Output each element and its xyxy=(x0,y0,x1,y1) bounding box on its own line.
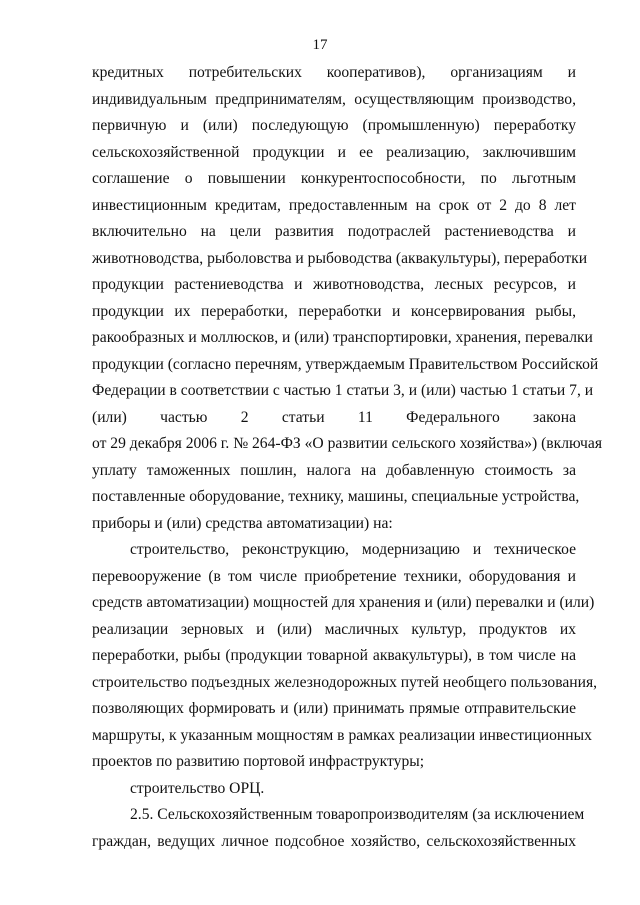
text-line: включительно на цели развития подотраслей растениеводства и xyxy=(92,223,576,240)
text-line: уплату таможенных пошлин, налога на добавленную стоимость за xyxy=(92,461,576,479)
text-line: продукции растениеводства и животноводства, лесных ресурсов, и xyxy=(92,276,576,293)
paragraph-section-2-5 xyxy=(92,802,585,855)
text-line: ракообразных и моллюсков, и (или) транспортировки, хранения, перевалки xyxy=(92,329,593,346)
text-line: маршруты, к указанным мощностям в рамках реализации инвестиционных xyxy=(92,726,592,744)
text-line: от 29 декабря 2006 г. № 264-ФЗ «О развитии сельского хозяйства») (включая xyxy=(92,435,602,452)
text-line: 2.5. Сельскохозяйственным товаропроизводителям (за исключением xyxy=(130,806,585,823)
paragraph-credit-recipients xyxy=(92,60,602,537)
text-line: реализации зерновых и (или) масличных культур, продуктов их xyxy=(92,620,576,638)
page-number: 17 xyxy=(312,37,328,53)
text-line: проектов по развитию портовой инфраструктуры; xyxy=(92,753,425,770)
text-line: граждан, ведущих личное подсобное хозяйство, сельскохозяйственных xyxy=(92,832,576,850)
text-line: сельскохозяйственной продукции и ее реализацию, заключившим xyxy=(92,143,576,161)
text-line: перевооружение (в том числе приобретение техники, оборудования и xyxy=(92,567,576,585)
paragraph-orc-construction xyxy=(92,776,576,803)
text-line: приборы и (или) средства автоматизации) на: xyxy=(92,514,393,532)
text-line: строительство, реконструкцию, модернизацию и техническое xyxy=(130,541,576,558)
text-line: средств автоматизации) мощностей для хранения и (или) перевалки и (или) xyxy=(92,594,595,611)
text-line: переработки, рыбы (продукции товарной аквакультуры), в том числе на xyxy=(92,647,576,664)
text-line: поставленные оборудование, технику, машины, специальные устройства, xyxy=(92,488,580,505)
text-line: первичную и (или) последующую (промышленную) переработку xyxy=(92,117,576,134)
text-line: (или) частью 2 статьи 11 Федерального закона xyxy=(92,408,576,426)
text-line: соглашение о повышении конкурентоспособности, по льготным xyxy=(92,170,576,187)
text-line: кредитных потребительских кооперативов), организациям и xyxy=(92,64,576,81)
paragraph-construction-storage xyxy=(92,537,598,776)
text-line: строительство подъездных железнодорожных путей необщего пользования, xyxy=(92,673,598,691)
text-line: продукции (согласно перечням, утверждаемым Правительством Российской xyxy=(92,355,599,373)
text-line: продукции их переработки, переработки и консервирования рыбы, xyxy=(92,302,576,320)
text-line: индивидуальным предпринимателям, осуществляющим производство, xyxy=(92,90,576,108)
document-body xyxy=(92,60,602,855)
text-line: строительство ОРЦ. xyxy=(130,779,265,797)
text-line: инвестиционным кредитам, предоставленным на срок от 2 до 8 лет xyxy=(92,196,576,214)
text-line: животноводства, рыболовства и рыбоводства (аквакультуры), переработки xyxy=(92,249,588,267)
text-line: Федерации в соответствии с частью 1 статьи 3, и (или) частью 1 статьи 7, и xyxy=(92,382,594,399)
text-line: позволяющих формировать и (или) принимать прямые отправительские xyxy=(92,700,576,717)
